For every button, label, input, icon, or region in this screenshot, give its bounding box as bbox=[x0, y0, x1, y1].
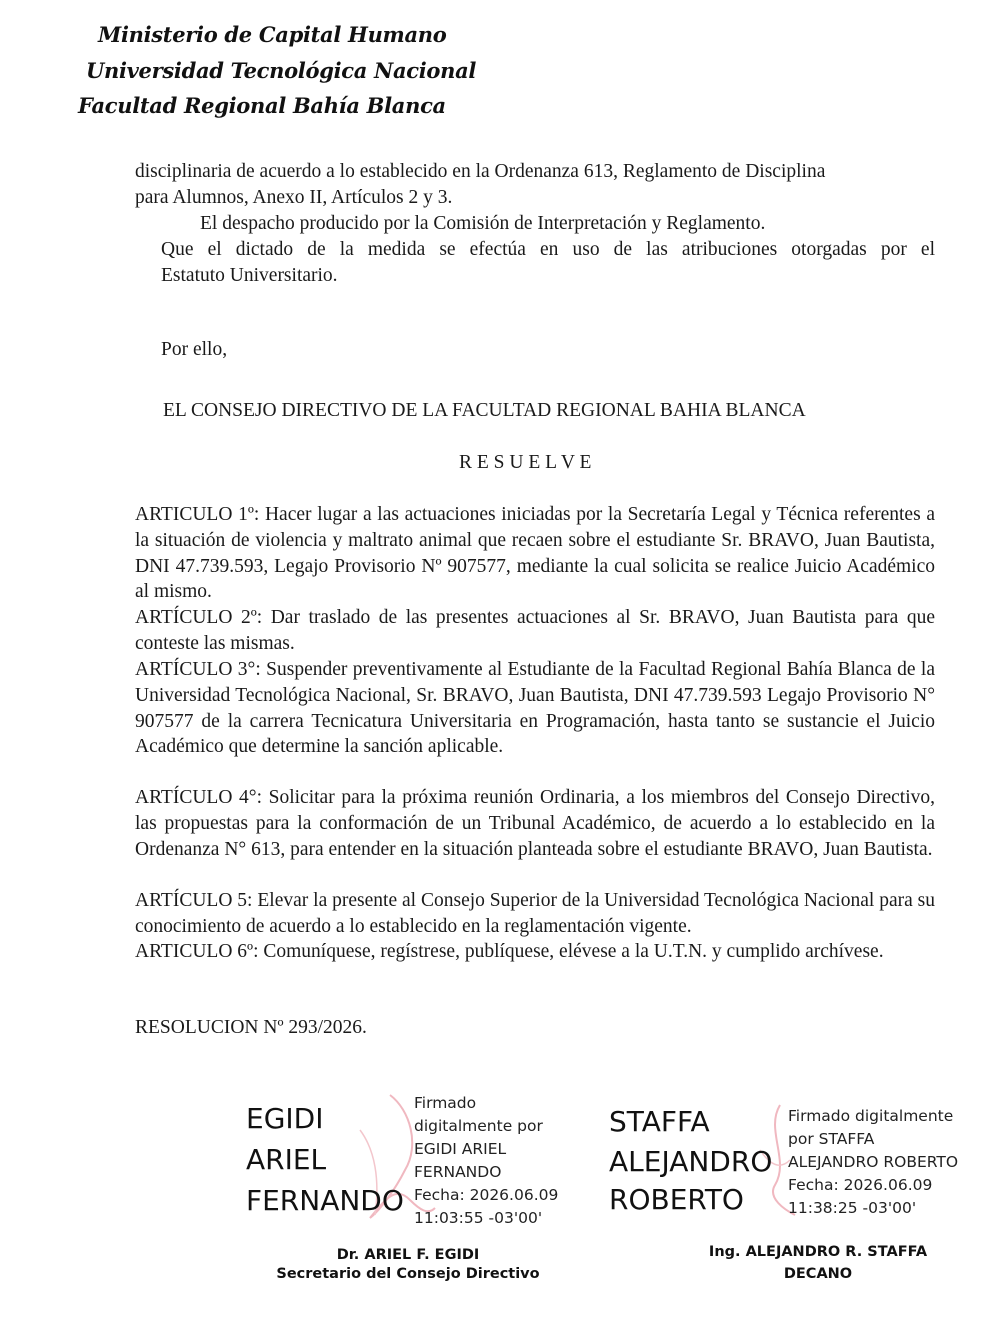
signer-2-meta-line-2: por STAFFA bbox=[788, 1130, 875, 1148]
header-ministerio: Ministerio de Capital Humano bbox=[98, 22, 447, 47]
signer-2-meta-line-4: Fecha: 2026.06.09 bbox=[788, 1176, 933, 1194]
signer-1-name-line-1: EGIDI bbox=[246, 1102, 324, 1135]
signer-1-meta-line-5: Fecha: 2026.06.09 bbox=[414, 1186, 559, 1204]
considerando-2: El despacho producido por la Comisión de Interpretación y Reglamento. bbox=[200, 213, 766, 234]
article-4: ARTÍCULO 4°: Solicitar para la próxima reunión Ordinaria, a los miembros del Consejo Directivo, las propuestas para la conformación de un Tribunal Académico, de acuerdo a lo establecido en la Ordenanza N° 613, para entender en la situación planteada sobre el estudiante BRAVO, Juan Bautista. bbox=[135, 787, 935, 860]
signer-1-name-line-3: FERNANDO bbox=[246, 1184, 404, 1217]
header-universidad: Universidad Tecnológica Nacional bbox=[86, 58, 477, 83]
por-ello: Por ello, bbox=[161, 339, 228, 360]
resolucion-number: RESOLUCION Nº 293/2026. bbox=[135, 1017, 367, 1038]
signer-1-footer-title: Secretario del Consejo Directivo bbox=[276, 1266, 540, 1282]
article-3: ARTÍCULO 3°: Suspender preventivamente al Estudiante de la Facultad Regional Bahía Blanca de la Universidad Tecnológica Nacional, Sr. BRAVO, Juan Bautista, DNI 47.739.593 Legajo Provisorio N° 907577 de la carrera Tecnicatura Universitaria en Programación, hasta tanto se sustancie el Juicio Académico que determine la sanción aplicable. bbox=[135, 659, 935, 758]
signer-1-meta-line-3: EGIDI ARIEL bbox=[414, 1140, 507, 1158]
signer-1-name-line-2: ARIEL bbox=[246, 1143, 327, 1176]
signer-1-meta-line-4: FERNANDO bbox=[414, 1163, 502, 1181]
article-1: ARTICULO 1º: Hacer lugar a las actuaciones iniciadas por la Secretaría Legal y Técnica referentes a la situación de violencia y maltrato animal que recaen sobre el estudiante Sr. BRAVO, Juan Bautista, DNI 47.739.593, Legajo Provisorio Nº 907577, mediante la cual solicita se realice Juicio Académico al mismo. bbox=[135, 504, 935, 603]
considerando-1-line-1: disciplinaria de acuerdo a lo establecido en la Ordenanza 613, Reglamento de Disciplina bbox=[135, 161, 826, 182]
considerando-3-line-2: Estatuto Universitario. bbox=[161, 265, 338, 286]
signer-1-meta-line-6: 11:03:55 -03'00' bbox=[414, 1209, 543, 1227]
signer-2-footer-title: DECANO bbox=[783, 1266, 853, 1282]
signer-2-name-line-3: ROBERTO bbox=[609, 1183, 744, 1216]
resuelve-heading: R E S U E L V E bbox=[459, 452, 592, 473]
signer-2-meta-line-3: ALEJANDRO ROBERTO bbox=[788, 1153, 959, 1171]
article-5: ARTÍCULO 5: Elevar la presente al Consejo Superior de la Universidad Tecnológica Nacional para su conocimiento de acuerdo a lo establecido en la reglamentación vigente. bbox=[135, 890, 935, 937]
considerando-3-line-1: Que el dictado de la medida se efectúa en uso de las atribuciones otorgadas por el bbox=[161, 239, 935, 260]
article-6: ARTICULO 6º: Comuníquese, regístrese, publíquese, elévese a la U.T.N. y cumplido archívese. bbox=[135, 941, 884, 962]
header-facultad: Facultad Regional Bahía Blanca bbox=[78, 93, 446, 118]
signer-1-meta-line-1: Firmado bbox=[414, 1094, 477, 1112]
consejo-heading: EL CONSEJO DIRECTIVO DE LA FACULTAD REGIONAL BAHIA BLANCA bbox=[163, 400, 806, 421]
signer-2-footer-name: Ing. ALEJANDRO R. STAFFA bbox=[708, 1244, 928, 1260]
signer-2-meta-line-1: Firmado digitalmente bbox=[788, 1107, 954, 1125]
signer-2-name-line-1: STAFFA bbox=[609, 1105, 710, 1138]
article-2: ARTÍCULO 2º: Dar traslado de las presentes actuaciones al Sr. BRAVO, Juan Bautista para que conteste las mismas. bbox=[135, 607, 935, 654]
signer-2-name-line-2: ALEJANDRO bbox=[609, 1145, 773, 1178]
considerando-1-line-2: para Alumnos, Anexo II, Artículos 2 y 3. bbox=[135, 187, 453, 208]
signer-2-meta-line-5: 11:38:25 -03'00' bbox=[788, 1199, 917, 1217]
signer-1-meta-line-2: digitalmente por bbox=[414, 1117, 543, 1135]
signer-1-footer-name: Dr. ARIEL F. EGIDI bbox=[336, 1247, 480, 1263]
